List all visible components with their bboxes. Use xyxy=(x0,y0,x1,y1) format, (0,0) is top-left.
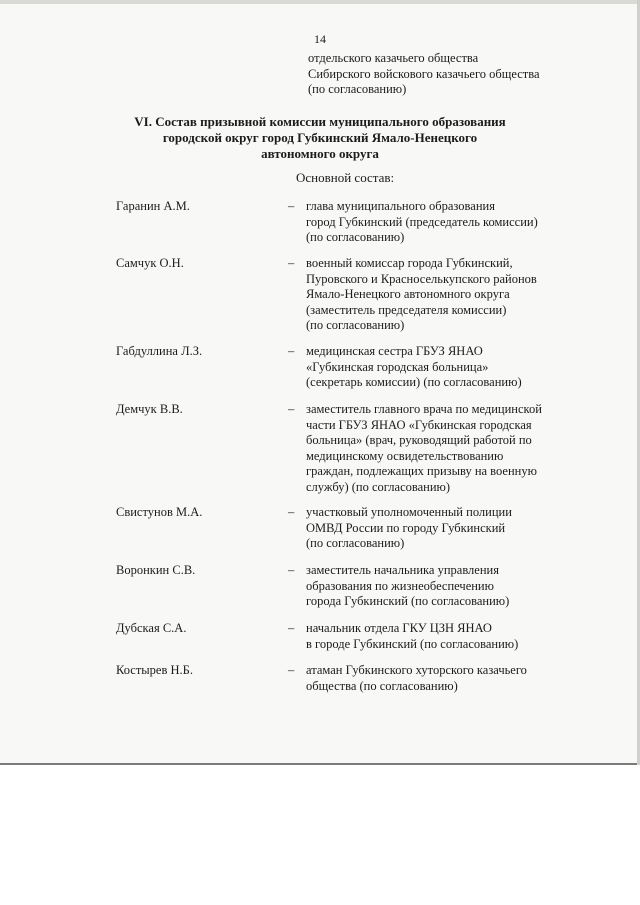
member-dash: – xyxy=(288,402,295,416)
member-role-line: ОМВД России по городу Губкинский xyxy=(306,520,506,535)
member-role-line: образования по жизнеобеспечению xyxy=(306,578,494,593)
member-role-line: больница» (врач, руководящий работой по xyxy=(306,433,532,447)
member-role-line: глава муниципального образования xyxy=(306,199,495,213)
member-name: Дубская С.А. xyxy=(116,621,187,635)
member-role xyxy=(306,505,596,552)
member-role xyxy=(306,563,596,610)
member-role-line: Ямало-Ненецкого автономного округа xyxy=(306,287,510,301)
member-role-line: (по согласованию) xyxy=(306,536,405,550)
continuation-text xyxy=(308,51,540,98)
member-role-line: «Губкинская городская больница» xyxy=(306,359,489,374)
member-role-line: службу) (по согласованию) xyxy=(306,479,451,494)
member-role xyxy=(306,344,596,391)
member-dash: – xyxy=(288,663,295,677)
member-role-line: (секретарь комиссии) (по согласованию) xyxy=(306,375,522,389)
member-role-line: граждан, подлежащих призыву на военную xyxy=(306,464,537,478)
page-number: 14 xyxy=(314,32,326,46)
member-role xyxy=(306,199,596,246)
member-role xyxy=(306,402,596,495)
continuation-line: Сибирского войскового казачьего общества xyxy=(308,66,540,81)
continuation-line: (по согласованию) xyxy=(308,82,407,96)
member-name: Демчук В.В. xyxy=(116,402,183,416)
member-role-line: город Губкинский (председатель комиссии) xyxy=(306,214,538,229)
member-role xyxy=(306,621,596,652)
member-dash: – xyxy=(288,344,295,358)
member-name: Воронкин С.В. xyxy=(116,563,196,577)
member-role-line: части ГБУЗ ЯНАО «Губкинская городская xyxy=(306,417,532,432)
member-role-line: военный комиссар города Губкинский, xyxy=(306,256,513,270)
section-title-line: городской округ город Губкинский Ямало-Ненецкого xyxy=(162,130,478,145)
member-name: Костырев Н.Б. xyxy=(116,663,193,677)
subheading: Основной состав: xyxy=(296,170,395,185)
member-role-line: начальник отдела ГКУ ЦЗН ЯНАО xyxy=(306,621,492,635)
member-name: Габдуллина Л.З. xyxy=(116,344,203,358)
member-role-line: заместитель начальника управления xyxy=(306,563,499,577)
scan-edge-top xyxy=(0,0,640,4)
member-role-line: в городе Губкинский (по согласованию) xyxy=(306,636,519,651)
member-role-line: медицинскому освидетельствованию xyxy=(306,448,504,463)
member-role-line: заместитель главного врача по медицинской xyxy=(306,402,542,416)
member-dash: – xyxy=(288,621,295,635)
member-role-line: участковый уполномоченный полиции xyxy=(306,505,512,519)
member-role xyxy=(306,663,596,694)
member-role-line: (заместитель председателя комиссии) xyxy=(306,302,507,317)
member-dash: – xyxy=(288,199,295,213)
member-dash: – xyxy=(288,505,295,519)
member-role xyxy=(306,256,596,334)
section-title-line: автономного округа xyxy=(261,146,379,161)
member-dash: – xyxy=(288,563,295,577)
member-role-line: медицинская сестра ГБУЗ ЯНАО xyxy=(306,344,483,358)
member-role-line: города Губкинский (по согласованию) xyxy=(306,594,510,608)
member-role-line: общества (по согласованию) xyxy=(306,678,458,693)
section-title-line: VI. Состав призывной комиссии муниципального образования xyxy=(134,114,506,129)
member-role-line: (по согласованию) xyxy=(306,318,405,332)
member-name: Самчук О.Н. xyxy=(116,256,184,270)
continuation-line: отдельского казачьего общества xyxy=(308,51,479,65)
member-role-line: атаман Губкинского хуторского казачьего xyxy=(306,663,527,677)
blank-area xyxy=(0,767,640,905)
section-title xyxy=(100,114,540,162)
member-dash: – xyxy=(288,256,295,270)
member-name: Свистунов М.А. xyxy=(116,505,203,519)
member-role-line: Пуровского и Красноселькупского районов xyxy=(306,271,537,286)
member-name: Гаранин А.М. xyxy=(116,199,190,213)
member-role-line: (по согласованию) xyxy=(306,230,405,244)
